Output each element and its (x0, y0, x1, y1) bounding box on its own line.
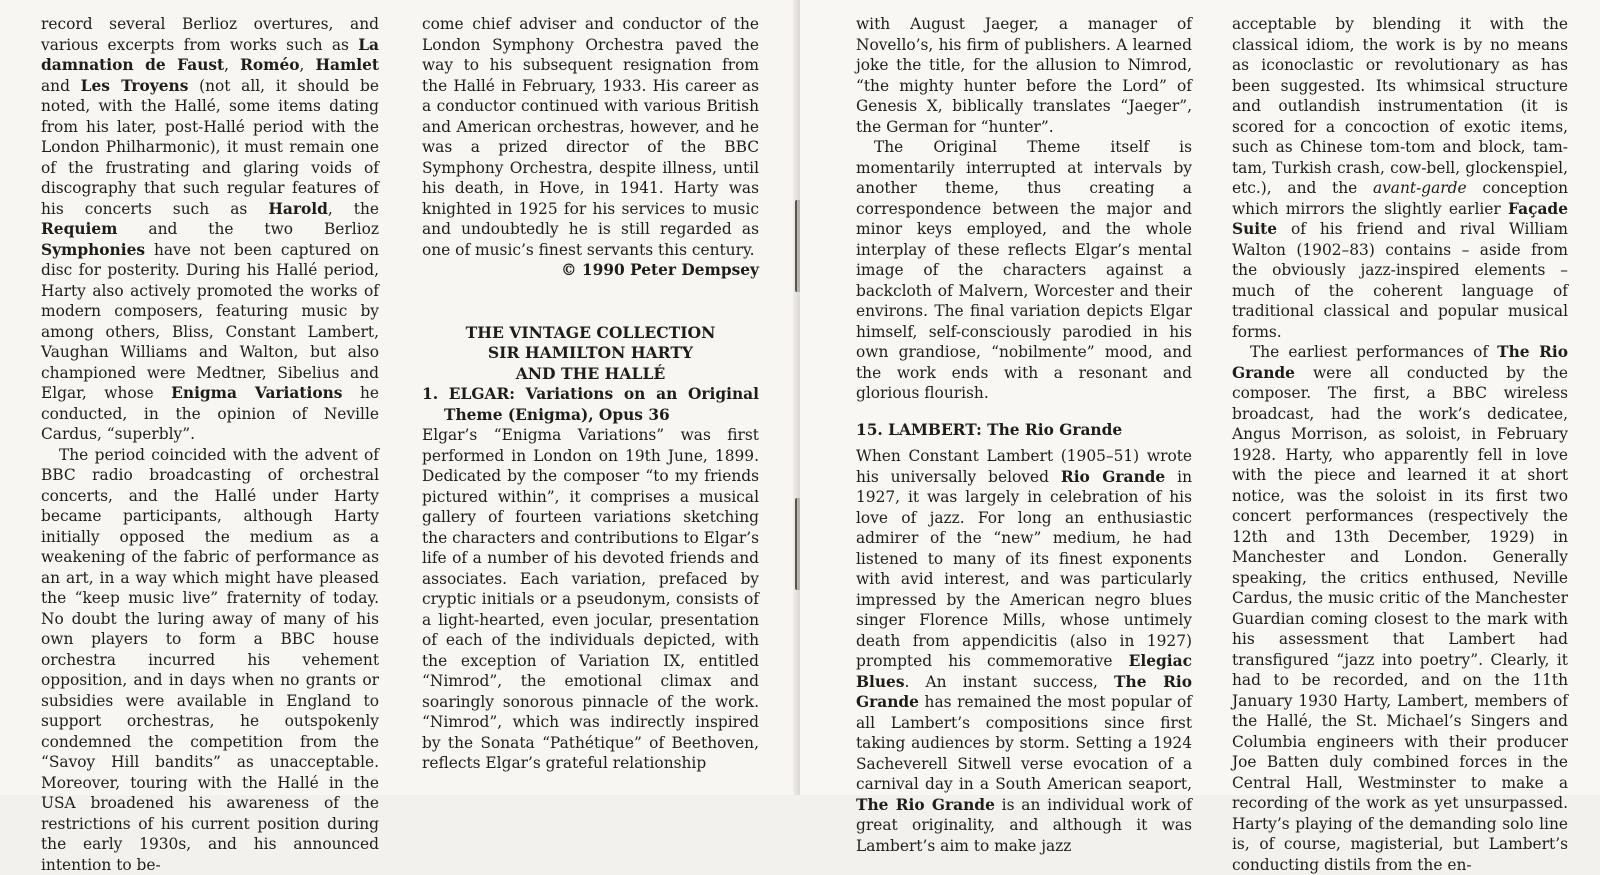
left-page (0, 0, 795, 795)
paragraph: come chief adviser and conductor of the London Symphony Orchestra paved the way to his subsequent resignation from the Hallé in February, 1933. His career as a conductor continued with various British and American orchestras, however, and he was a prized director of the BBC Symphony Orchestra, despite illness, until his death, in Hove, in 1941. Harty was knighted in 1925 for his services to music and undoubtedly he is still regarded as one of music’s finest servants this century. (422, 14, 759, 260)
column-4 (1232, 14, 1568, 875)
column-2 (422, 14, 759, 774)
heading-line: THE VINTAGE COLLECTION (422, 323, 759, 344)
paragraph: record several Berlioz overtures, and various excerpts from works such as La damnation de Faust, Roméo, Hamlet and Les Troyens (not all, it should be noted, with the Hallé, some items dating from his later, post-Hallé period with the London Philharmonic), it must remain one of the frustrating and glaring voids of discography that such regular features of his concerts such as Harold, the Requiem and the two Berlioz Symphonies have not been captured on disc for posterity. During his Hallé period, Harty also actively promoted the works of modern composers, featuring music by among others, Bliss, Constant Lambert, Vaughan Williams and Walton, but also championed were Medtner, Sibelius and Elgar, whose Enigma Variations he conducted, in the opinion of Neville Cardus, “superbly”. (41, 14, 379, 445)
collection-heading (422, 323, 759, 385)
paragraph: with August Jaeger, a manager of Novello’s, his firm of publishers. A learned joke the title, for the allusion to Nimrod, “the mighty hunter before the Lord” of Genesis X, biblically translates “Jaeger”, the German for “hunter”. (856, 14, 1192, 137)
paragraph: The period coincided with the advent of BBC radio broadcasting of orchestral concerts, and the Hallé under Harty became participants, although Harty initially opposed the medium as a weakening of the fabric of performance as an art, in a way which might have pleased the “keep music live” fraternity of today. No doubt the luring away of many of his own players to form a BBC house orchestra incurred his vehement opposition, and in days when no grants or subsidies were available in England to support orchestras, he outspokenly condemned the competition from the “Savoy Hill bandits” as unacceptable. Moreover, touring with the Hallé in the USA broadened his awareness of the restrictions of his current position during the early 1930s, and his announced intention to be- (41, 445, 379, 875)
column-1 (41, 14, 379, 875)
paragraph: The earliest performances of The Rio Grande were all conducted by the composer. The first, a BBC wireless broadcast, had the work’s dedicatee, Angus Morrison, as soloist, in February 1928. Harty, who apparently fell in love with the piece and learned it at short notice, was the soloist in its first two concert performances (respectively the 12th and 13th December, 1929) in Manchester and London. Generally speaking, the critics enthused, Neville Cardus, the music critic of the Manchester Guardian coming closest to the mark with his assessment that Lambert had transfigured “jazz into poetry”. Clearly, it had to be recorded, and on the 11th January 1930 Harty, Lambert, members of the Hallé, the St. Michael’s Singers and Columbia engineers with their producer Joe Batten duly combined forces in the Central Hall, Westminster to make a recording of the work as yet unsurpassed. Harty’s playing of the demanding solo line is, of course, magisterial, but Lambert’s conducting distils from the en- (1232, 342, 1568, 875)
heading-line: AND THE HALLÉ (422, 364, 759, 385)
paragraph: Elgar’s “Enigma Variations” was first performed in London on 19th June, 1899. Dedicated by the composer “to my friends pictured within”, it comprises a musical gallery of fourteen variations sketching the characters and contributions to Elgar’s life of a number of his devoted friends and associates. Each variation, prefaced by cryptic initials or a pseudonym, consists of a light-hearted, even jocular, presentation of each of the individuals depicted, with the exception of Variation IX, entitled “Nimrod”, the emotional climax and soaringly sonorous pinnacle of the work. “Nimrod”, which was indirectly inspired by the Sonata “Pathétique” of Beethoven, reflects Elgar’s grateful relationship (422, 425, 759, 774)
column-3 (856, 14, 1192, 856)
paragraph: When Constant Lambert (1905–51) wrote his universally beloved Rio Grande in 1927, it was largely in celebration of his love of jazz. For long an enthusiastic admirer of the “new” medium, he had listened to many of its finest exponents with avid interest, and was particularly impressed by the American negro blues singer Florence Mills, whose untimely death from appendicitis (also in 1927) prompted his commemorative Elegiac Blues. An instant success, The Rio Grande has remained the most popular of all Lambert’s compositions since first taking audiences by storm. Setting a 1924 Sacheverell Sitwell verse evocation of a carnival day in a South American seaport, The Rio Grande is an individual work of great originality, and although it was Lambert’s aim to make jazz (856, 446, 1192, 856)
track-heading-lambert: 15. LAMBERT: The Rio Grande (856, 420, 1192, 441)
paragraph: acceptable by blending it with the classical idiom, the work is by no means as iconoclastic or revolutionary as has been suggested. Its whimsical structure and outlandish instrumentation (it is scored for a concoction of exotic items, such as Chinese tom-tom and block, tam-tam, Turkish crash, cow-bell, glockenspiel, etc.), and the avant-garde conception which mirrors the slightly earlier Façade Suite of his friend and rival William Walton (1902–83) contains – aside from the obviously jazz-inspired elements – much of the coherent language of traditional classical and popular musical forms. (1232, 14, 1568, 342)
heading-line: SIR HAMILTON HARTY (422, 343, 759, 364)
paragraph: The Original Theme itself is momentarily interrupted at intervals by another theme, thus creating a correspondence between the major and minor keys employed, and the whole interplay of these reflects Elgar’s mental image of the characters against a backcloth of Malvern, Worcester and their environs. The final variation depicts Elgar himself, self-consciously parodied in his own grandiose, “nobilmente” mood, and the work ends with a resonant and glorious flourish. (856, 137, 1192, 404)
copyright-line: © 1990 Peter Dempsey (422, 260, 759, 281)
track-heading-elgar: 1. ELGAR: Variations on an Original Theme (Enigma), Opus 36 (422, 384, 759, 425)
